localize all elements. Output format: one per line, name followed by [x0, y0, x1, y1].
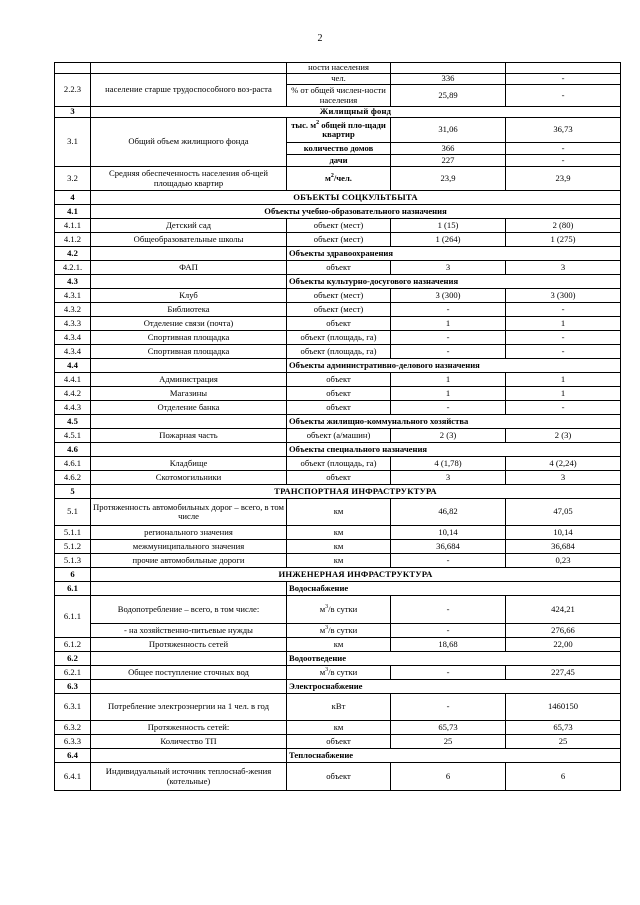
indicator-name: Скотомогильники [91, 471, 287, 485]
current-value: - [391, 694, 506, 721]
row-number: 3.1 [55, 118, 91, 167]
unit-cell: тыс. $м^2$ общей пло-щади квартир [287, 118, 391, 143]
empty-cell [91, 247, 287, 261]
unit-cell: объект (площадь, га) [287, 457, 391, 471]
indicator-name: Количество ТП [91, 735, 287, 749]
empty-cell [91, 582, 287, 596]
current-value: 31,06 [391, 118, 506, 143]
indicator-name: регионального значения [91, 526, 287, 540]
current-value: 36,684 [391, 540, 506, 554]
projected-value [506, 63, 621, 74]
current-value: - [391, 345, 506, 359]
current-value: 1 [391, 387, 506, 401]
projected-value: 36,73 [506, 118, 621, 143]
projected-value: - [506, 345, 621, 359]
major-section-title: Жилищный фонд [91, 107, 621, 118]
indicator-name: Детский сад [91, 219, 287, 233]
unit-cell: км [287, 721, 391, 735]
indicator-name: Индивидуальный источник теплоснаб-жения (котельные) [91, 763, 287, 791]
row-number: 4.3.3 [55, 317, 91, 331]
row-number: 4.3.1 [55, 289, 91, 303]
table-row [55, 345, 621, 359]
table-row [55, 387, 621, 401]
unit-cell: количество домов [287, 143, 391, 155]
table-row [55, 526, 621, 540]
unit-cell: объект (а/машин) [287, 429, 391, 443]
row-number: 5 [55, 485, 91, 499]
section-title: Объекты специального назначения [287, 443, 621, 457]
table-row [55, 317, 621, 331]
current-value: 1 (15) [391, 219, 506, 233]
projected-value: 4 (2,24) [506, 457, 621, 471]
projected-value: 6 [506, 763, 621, 791]
table-row [55, 118, 621, 143]
unit-cell: км [287, 526, 391, 540]
table-row [55, 219, 621, 233]
unit-cell: объект [287, 373, 391, 387]
row-number: 4.3.2 [55, 303, 91, 317]
unit-cell: ности населения [287, 63, 391, 74]
table-row [55, 107, 621, 118]
table-row [55, 233, 621, 247]
projected-value: 10,14 [506, 526, 621, 540]
current-value: 46,82 [391, 499, 506, 526]
current-value: 366 [391, 143, 506, 155]
table-row [55, 443, 621, 457]
current-value: 65,73 [391, 721, 506, 735]
table-row [55, 191, 621, 205]
current-value: 2 (3) [391, 429, 506, 443]
current-value: - [391, 666, 506, 680]
section-title: Электроснабжение [287, 680, 621, 694]
projected-value: - [506, 331, 621, 345]
indicator-name: население старше трудоспособного воз-раста [91, 74, 287, 107]
indicator-name: межмуниципального значения [91, 540, 287, 554]
empty-cell [91, 443, 287, 457]
table-row [55, 415, 621, 429]
table-row [55, 666, 621, 680]
projected-value: - [506, 401, 621, 415]
indicator-name: прочие автомобильные дороги [91, 554, 287, 568]
projected-value: 1 [506, 387, 621, 401]
current-value: 1 (264) [391, 233, 506, 247]
current-value: 18,68 [391, 638, 506, 652]
major-section-title: ТРАНСПОРТНАЯ ИНФРАСТРУКТУРА [91, 485, 621, 499]
table-row [55, 261, 621, 275]
indicator-name: Спортивная площадка [91, 345, 287, 359]
table-row [55, 331, 621, 345]
table-row [55, 303, 621, 317]
table-row [55, 471, 621, 485]
indicator-name: Кладбище [91, 457, 287, 471]
projected-value: 2 (3) [506, 429, 621, 443]
unit-cell: км [287, 499, 391, 526]
projected-value: 65,73 [506, 721, 621, 735]
row-number: 6.2 [55, 652, 91, 666]
row-number: 5.1.3 [55, 554, 91, 568]
section-title: Объекты учебно-образовательного назначения [91, 205, 621, 219]
indicator-name: Средняя обеспеченность населения об-щей площадью квартир [91, 167, 287, 191]
table-row [55, 457, 621, 471]
current-value: 336 [391, 74, 506, 85]
row-number: 4 [55, 191, 91, 205]
projected-value: 1 [506, 317, 621, 331]
indicator-name: - на хозяйственно-питьевые нужды [91, 624, 287, 638]
indicator-name: Клуб [91, 289, 287, 303]
major-section-title: ИНЖЕНЕРНАЯ ИНФРАСТРУКТУРА [91, 568, 621, 582]
unit-cell: объект (мест) [287, 289, 391, 303]
table-row [55, 554, 621, 568]
unit-cell: объект (площадь, га) [287, 331, 391, 345]
unit-cell: объект [287, 735, 391, 749]
row-number: 4.1.2 [55, 233, 91, 247]
row-number: 6.1.2 [55, 638, 91, 652]
row-number: 3.2 [55, 167, 91, 191]
row-number: 4.6.1 [55, 457, 91, 471]
empty-cell [91, 359, 287, 373]
row-number: 4.6 [55, 443, 91, 457]
projected-value: - [506, 74, 621, 85]
table-row [55, 205, 621, 219]
unit-cell: дачи [287, 155, 391, 167]
section-title: Объекты жилищно-коммунального хозяйства [287, 415, 621, 429]
table-row [55, 694, 621, 721]
table-row [55, 247, 621, 261]
indicator-name [91, 63, 287, 74]
unit-cell: км [287, 638, 391, 652]
current-value: 3 [391, 471, 506, 485]
current-value: 1 [391, 373, 506, 387]
table-row [55, 401, 621, 415]
unit-cell: объект [287, 387, 391, 401]
row-number: 6 [55, 568, 91, 582]
current-value: 227 [391, 155, 506, 167]
indicator-name: ФАП [91, 261, 287, 275]
row-number: 6.2.1 [55, 666, 91, 680]
row-number: 4.4.2 [55, 387, 91, 401]
table-row [55, 289, 621, 303]
current-value: 3 [391, 261, 506, 275]
unit-cell: $м^3/в$ сутки [287, 624, 391, 638]
indicator-name: Водопотребление – всего, в том числе: [91, 596, 287, 624]
projected-value: - [506, 143, 621, 155]
projected-value: - [506, 303, 621, 317]
empty-cell [91, 415, 287, 429]
table-row [55, 735, 621, 749]
table-row [55, 167, 621, 191]
unit-cell: объект [287, 471, 391, 485]
unit-cell: кВт [287, 694, 391, 721]
current-value [391, 63, 506, 74]
projected-value: 227,45 [506, 666, 621, 680]
indicator-name: Протяженность автомобильных дорог – всего, в том числе [91, 499, 287, 526]
table-row [55, 540, 621, 554]
table-row [55, 652, 621, 666]
table-row [55, 275, 621, 289]
row-number: 4.4.1 [55, 373, 91, 387]
row-number: 4.2 [55, 247, 91, 261]
section-title: Теплоснабжение [287, 749, 621, 763]
row-number: 5.1.1 [55, 526, 91, 540]
current-value: 23,9 [391, 167, 506, 191]
projected-value: 276,66 [506, 624, 621, 638]
row-number: 4.3.4 [55, 331, 91, 345]
indicator-name: Отделение связи (почта) [91, 317, 287, 331]
row-number: 2.2.3 [55, 74, 91, 107]
indicator-name: Отделение банка [91, 401, 287, 415]
row-number: 3 [55, 107, 91, 118]
table-row [55, 74, 621, 85]
row-number: 4.6.2 [55, 471, 91, 485]
table-row [55, 749, 621, 763]
projected-value: 0,23 [506, 554, 621, 568]
projected-value: 1460150 [506, 694, 621, 721]
projected-value: 25 [506, 735, 621, 749]
table-row [55, 638, 621, 652]
projected-value: - [506, 85, 621, 107]
section-title: Объекты административно-делового назначения [287, 359, 621, 373]
unit-cell: объект (мест) [287, 219, 391, 233]
current-value: - [391, 401, 506, 415]
unit-cell: км [287, 540, 391, 554]
row-number: 5.1.2 [55, 540, 91, 554]
section-title: Объекты культурно-досугового назначения [287, 275, 621, 289]
projected-value: 22,00 [506, 638, 621, 652]
row-number: 4.5.1 [55, 429, 91, 443]
row-number: 4.2.1. [55, 261, 91, 275]
empty-cell [91, 652, 287, 666]
page-number: 2 [317, 33, 323, 44]
table-row [55, 429, 621, 443]
empty-cell [91, 275, 287, 289]
table-row [55, 680, 621, 694]
row-number: 6.4.1 [55, 763, 91, 791]
empty-cell [91, 749, 287, 763]
indicator-name: Общеобразовательные школы [91, 233, 287, 247]
table-row [55, 582, 621, 596]
row-number: 4.3.4 [55, 345, 91, 359]
current-value: 25,89 [391, 85, 506, 107]
major-section-title: ОБЪЕКТЫ СОЦКУЛЬТБЫТА [91, 191, 621, 205]
table-row [55, 373, 621, 387]
row-number: 4.5 [55, 415, 91, 429]
row-number: 4.1 [55, 205, 91, 219]
current-value: 25 [391, 735, 506, 749]
indicator-name: Протяженность сетей: [91, 721, 287, 735]
projected-value: 2 (80) [506, 219, 621, 233]
table-row [55, 721, 621, 735]
row-number: 6.3.2 [55, 721, 91, 735]
unit-cell: $м^3/в$ сутки [287, 596, 391, 624]
indicator-name: Библиотека [91, 303, 287, 317]
row-number: 6.4 [55, 749, 91, 763]
projected-value: 3 [506, 261, 621, 275]
unit-cell: км [287, 554, 391, 568]
current-value: 10,14 [391, 526, 506, 540]
empty-cell [91, 680, 287, 694]
indicator-name: Магазины [91, 387, 287, 401]
row-number: 6.1 [55, 582, 91, 596]
indicator-name: Протяженность сетей [91, 638, 287, 652]
unit-cell: объект (площадь, га) [287, 345, 391, 359]
table-row [55, 499, 621, 526]
projected-value: 1 [506, 373, 621, 387]
row-number: 4.4 [55, 359, 91, 373]
indicator-name: Спортивная площадка [91, 331, 287, 345]
unit-cell: объект [287, 261, 391, 275]
projected-value: 47,05 [506, 499, 621, 526]
current-value: - [391, 624, 506, 638]
projected-value: 36,684 [506, 540, 621, 554]
table-row [55, 624, 621, 638]
indicator-name: Администрация [91, 373, 287, 387]
row-number: 4.4.3 [55, 401, 91, 415]
table-row [55, 596, 621, 624]
row-number: 6.1.1 [55, 596, 91, 638]
projected-value: - [506, 155, 621, 167]
section-title: Объекты здравоохранения [287, 247, 621, 261]
table-row [55, 763, 621, 791]
unit-cell: объект [287, 763, 391, 791]
table-row [55, 485, 621, 499]
projected-value: 3 [506, 471, 621, 485]
table-body [55, 63, 621, 791]
unit-cell: % от общей числен-ности населения [287, 85, 391, 107]
current-value: - [391, 303, 506, 317]
row-number: 6.3 [55, 680, 91, 694]
section-title: Водоотведение [287, 652, 621, 666]
current-value: 3 (300) [391, 289, 506, 303]
row-number: 6.3.1 [55, 694, 91, 721]
indicator-name: Пожарная часть [91, 429, 287, 443]
table-row [55, 568, 621, 582]
row-number: 6.3.3 [55, 735, 91, 749]
unit-cell: объект (мест) [287, 233, 391, 247]
section-title: Водоснабжение [287, 582, 621, 596]
current-value: - [391, 331, 506, 345]
unit-cell: $м^2$/чел. [287, 167, 391, 191]
projected-value: 23,9 [506, 167, 621, 191]
row-number: 4.3 [55, 275, 91, 289]
unit-cell: объект [287, 401, 391, 415]
current-value: 1 [391, 317, 506, 331]
projected-value: 424,21 [506, 596, 621, 624]
current-value: - [391, 596, 506, 624]
projected-value: 3 (300) [506, 289, 621, 303]
row-number: 4.1.1 [55, 219, 91, 233]
row-number [55, 63, 91, 74]
indicator-name: Потребление электроэнергии на 1 чел. в год [91, 694, 287, 721]
projected-value: 1 (275) [506, 233, 621, 247]
table-row [55, 359, 621, 373]
current-value: 4 (1,78) [391, 457, 506, 471]
indicator-name: Общее поступление сточных вод [91, 666, 287, 680]
indicator-name: Общий объем жилищного фонда [91, 118, 287, 167]
indicators-table [54, 62, 621, 791]
unit-cell: чел. [287, 74, 391, 85]
unit-cell: $м^3/в$ сутки [287, 666, 391, 680]
unit-cell: объект [287, 317, 391, 331]
unit-cell: объект (мест) [287, 303, 391, 317]
current-value: - [391, 554, 506, 568]
table-row [55, 63, 621, 74]
current-value: 6 [391, 763, 506, 791]
row-number: 5.1 [55, 499, 91, 526]
